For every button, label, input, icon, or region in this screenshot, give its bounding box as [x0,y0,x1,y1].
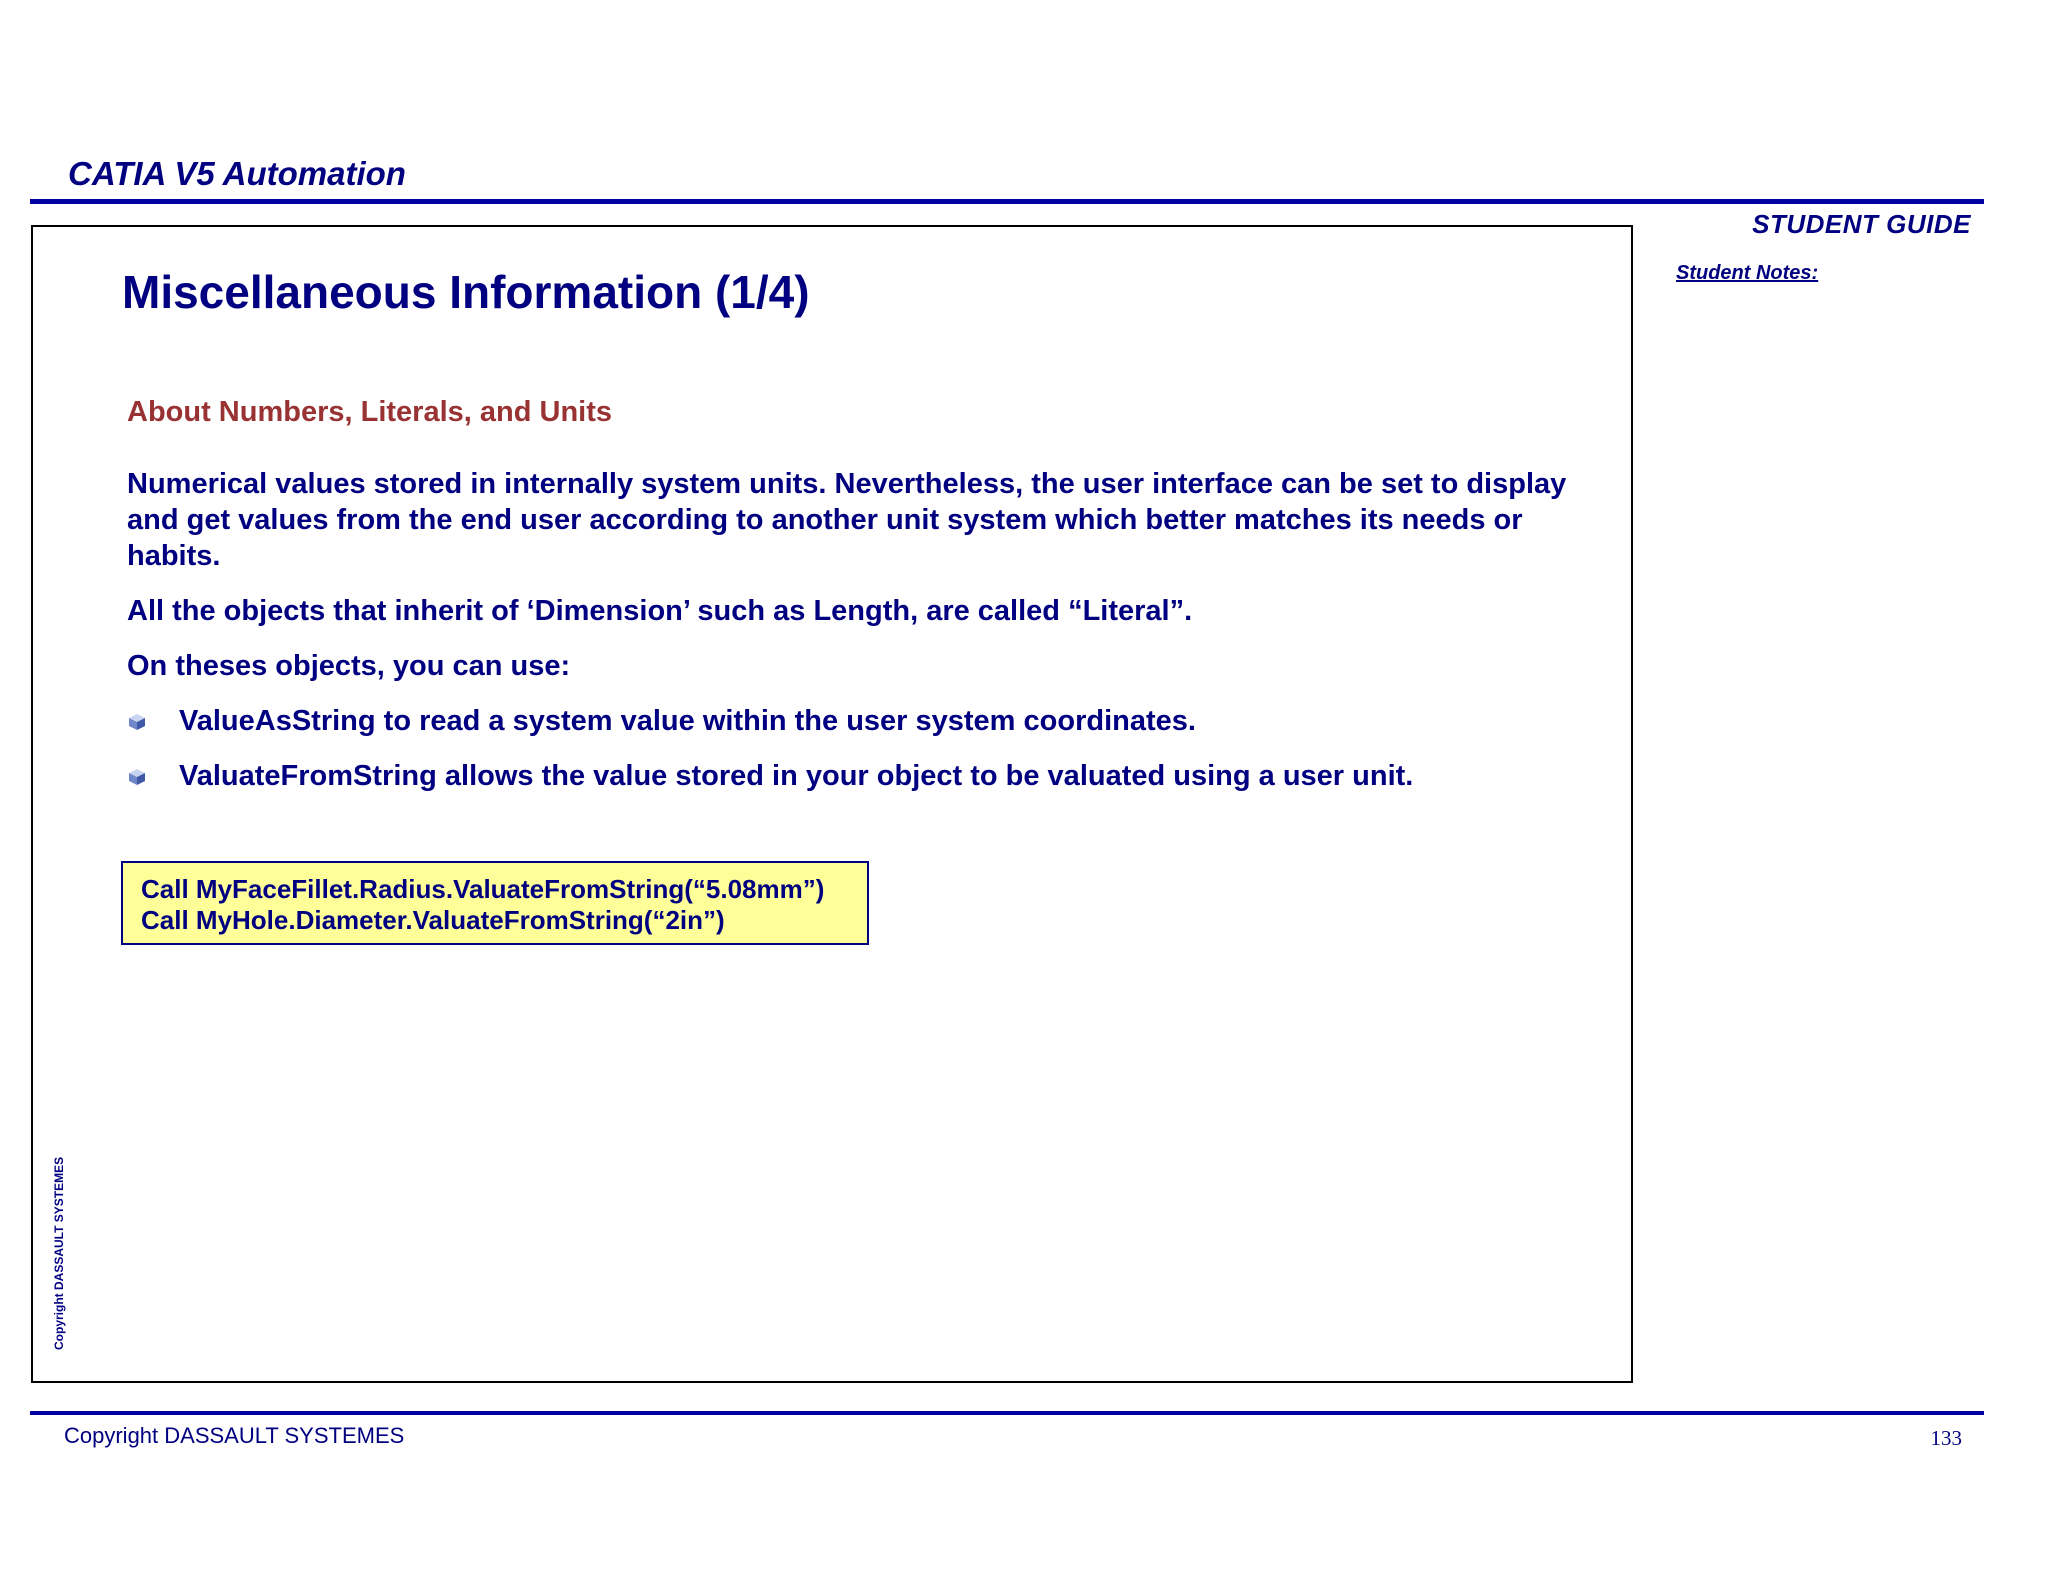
code-line-hole-diameter: Call MyHole.Diameter.ValuateFromString(“2in”) [141,905,725,935]
cube-bullet-icon [127,767,147,787]
bullet-valuate-from-string: ValuateFromString allows the value stored in your object to be valuated using a user unit. [179,760,1414,792]
code-example-box [121,861,869,945]
document-title: CATIA V5 Automation [68,155,406,192]
student-guide-label: STUDENT GUIDE [1752,209,1971,239]
section-heading: About Numbers, Literals, and Units [127,396,612,428]
code-line-fillet-radius: Call MyFaceFillet.Radius.ValuateFromString(“5.08mm”) [141,874,825,904]
paragraph-numerical-values: Numerical values stored in internally system units. Nevertheless, the user interface can be set to display and get values from the end user according to another unit system which better matches its needs or habits. [127,468,1567,572]
paragraph-usage-intro: On theses objects, you can use: [127,650,571,682]
side-copyright: Copyright DASSAULT SYSTEMES [52,1156,66,1350]
header-divider [30,199,1984,204]
page-number: 133 [1930,1426,1962,1450]
cube-bullet-icon [127,712,147,732]
footer-divider [30,1411,1984,1415]
footer-copyright: Copyright DASSAULT SYSTEMES [64,1423,405,1448]
paragraph-literal-objects: All the objects that inherit of ‘Dimension’ such as Length, are called “Literal”. [127,595,1193,627]
bullet-value-as-string: ValueAsString to read a system value within the user system coordinates. [179,705,1196,737]
slide-title: Miscellaneous Information (1/4) [122,266,810,318]
student-notes-label: Student Notes: [1676,262,1819,284]
